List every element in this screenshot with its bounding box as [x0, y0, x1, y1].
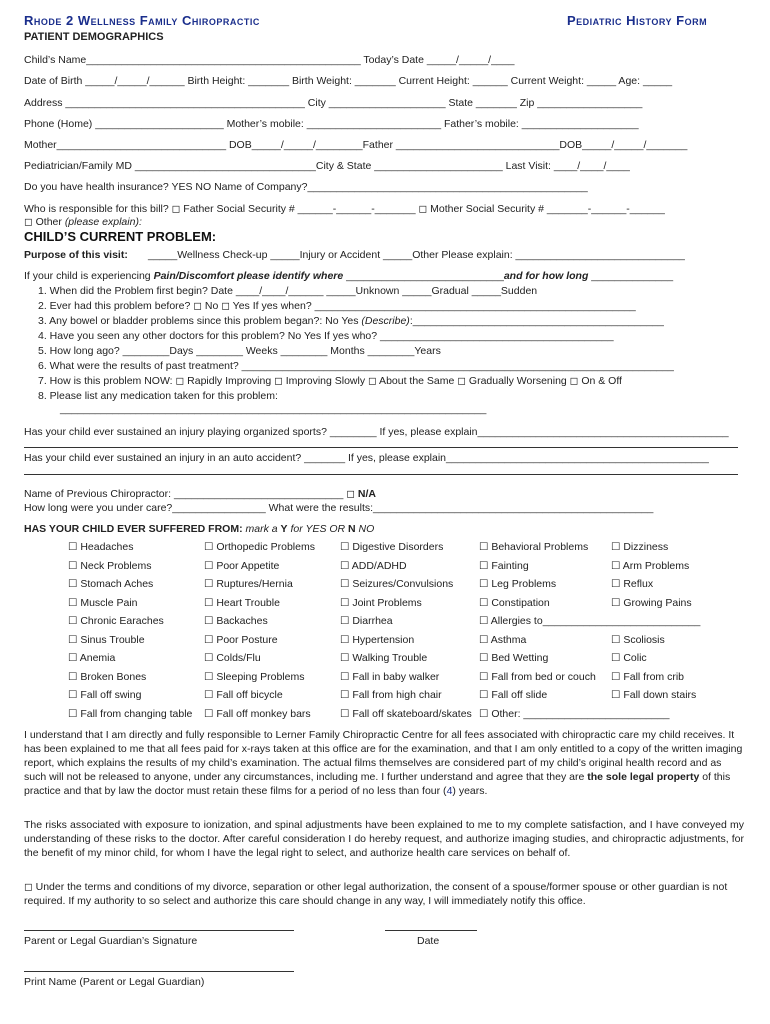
condition-item[interactable]: ☐ Sinus Trouble	[68, 633, 145, 646]
condition-item[interactable]: ☐ Stomach Aches	[68, 578, 154, 590]
suffered-hint-b: for	[287, 523, 306, 535]
condition-item[interactable]: ☐ Neck Problems	[68, 559, 152, 572]
consent-p1-b: the sole legal property	[587, 771, 700, 783]
auto-extra-line[interactable]	[24, 474, 738, 475]
condition-item[interactable]: ☐ Hypertension	[340, 633, 415, 646]
condition-item[interactable]: ☐ Chronic Earaches	[68, 615, 164, 627]
section-demographics: PATIENT DEMOGRAPHICS	[24, 31, 164, 43]
consent-p1-e: ) years.	[452, 785, 488, 797]
condition-item[interactable]: ☐ Fall from high chair	[340, 689, 442, 701]
condition-item[interactable]: ☐ ADD/ADHD	[340, 559, 407, 572]
condition-item[interactable]: ☐ Dizziness	[611, 541, 669, 553]
practice-name: Rhode 2 Wellness Family Chiropractic	[24, 13, 260, 28]
previous-chiropractor-label: Name of Previous Chiropractor: _____________________________ ◻	[24, 488, 358, 500]
condition-item[interactable]: ☐ Backaches	[204, 615, 268, 627]
suffered-hint-n: N	[348, 523, 356, 535]
condition-item[interactable]: ☐ Joint Problems	[340, 596, 422, 609]
responsible-row[interactable]: Who is responsible for this bill? ◻ Father Social Security # ______-______-_______ ◻ Mother Social Security # _______-______-______	[24, 203, 665, 215]
auto-injury-row[interactable]: Has your child ever sustained an injury in an auto accident? _______ If yes, please explain_____________________________________________	[24, 452, 709, 464]
previous-chiropractor-na: N/A	[357, 488, 376, 500]
suffered-hint-yes: YES OR	[305, 523, 349, 535]
condition-item[interactable]: ☐ Headaches	[68, 541, 134, 553]
form-title: Pediatric History Form	[567, 13, 708, 28]
child-name-row[interactable]: Child’s Name_______________________________________________ Today’s Date _____/_____/____	[24, 54, 515, 66]
suffered-hint-no: NO	[355, 523, 375, 535]
condition-item[interactable]: ☐ Colic	[611, 652, 647, 664]
print-name-label: Print Name (Parent or Legal Guardian)	[24, 976, 205, 988]
other-explain: (please explain):	[64, 216, 142, 228]
condition-item[interactable]: ☐ Fall down stairs	[611, 689, 697, 701]
insurance-row[interactable]: Do you have health insurance? YES NO Name of Company?________________________________________________	[24, 181, 588, 193]
pediatrician-row[interactable]: Pediatrician/Family MD _______________________________City & State ______________________ Last Visit: ____/____/____	[24, 160, 630, 172]
condition-item[interactable]: ☐ Fall off slide	[479, 689, 548, 701]
previous-chiropractor-row[interactable]	[24, 488, 376, 501]
medication-line[interactable]: _________________________________________________________________________	[60, 403, 487, 415]
consent-p1-c: of this practice and that by law the doctor must retain these films for a period of no less than four (	[24, 771, 731, 797]
condition-item[interactable]: ☐ Fall off skateboard/skates	[340, 707, 472, 720]
condition-item[interactable]: ☐ Diarrhea	[340, 615, 393, 627]
suffered-hint-y: Y	[280, 523, 288, 535]
signature-label: Parent or Legal Guardian’s Signature	[24, 935, 198, 947]
question-3-a: 3. Any bowel or bladder problems since this problem began?: No Yes	[38, 315, 362, 327]
signature-line[interactable]	[24, 930, 294, 931]
other-responsible-row[interactable]	[24, 216, 142, 229]
condition-item[interactable]: ☐ Colds/Flu	[204, 652, 261, 664]
pain-intro-e: ______________	[588, 270, 674, 282]
condition-item[interactable]: ☐ Constipation	[479, 596, 550, 609]
date-line[interactable]	[385, 930, 477, 931]
financial-consent-paragraph	[24, 728, 744, 798]
condition-item[interactable]: ☐ Allergies to___________________________	[479, 615, 701, 627]
condition-item[interactable]: ☐ Growing Pains	[611, 596, 692, 609]
question-5[interactable]: 5. How long ago? ________Days ________ Weeks ________ Months ________Years	[38, 345, 441, 357]
condition-item[interactable]: ☐ Orthopedic Problems	[204, 541, 315, 553]
care-duration-row[interactable]: How long were you under care?________________ What were the results:________________________________________________	[24, 502, 654, 514]
condition-item[interactable]: ☐ Fall in baby walker	[340, 670, 440, 683]
current-problem-heading: CHILD’S CURRENT PROBLEM:	[24, 229, 217, 244]
guardian-consent-paragraph[interactable]: ◻ Under the terms and conditions of my divorce, separation or other legal authorization, the consent of a spouse/former spouse or other guardian is not required. If my authority to so select and authorize this care should change in any way, I will immediately notify this office.	[24, 881, 728, 907]
condition-item[interactable]: ☐ Muscle Pain	[68, 596, 138, 609]
question-6[interactable]: 6. What were the results of past treatment? __________________________________________________________________________	[38, 360, 674, 372]
other-checkbox-label: ◻ Other	[24, 216, 65, 228]
pain-intro-a: If your child is experiencing	[24, 270, 154, 282]
suffered-hint-a: mark a	[245, 523, 281, 535]
question-4[interactable]: 4. Have you seen any other doctors for this problem? No Yes If yes who? ________________________________________	[38, 330, 614, 342]
condition-item[interactable]: ☐ Arm Problems	[611, 559, 690, 572]
phone-row[interactable]: Phone (Home) ______________________ Mother’s mobile: _______________________ Father’s mobile: ____________________	[24, 118, 639, 130]
question-3-c: :___________________________________________	[409, 315, 664, 327]
date-label: Date	[417, 935, 440, 947]
birth-row[interactable]: Date of Birth _____/_____/______ Birth Height: _______ Birth Weight: _______ Current Height: ______ Current Weight: _____ Age: _____	[24, 75, 673, 87]
condition-item[interactable]: ☐ Walking Trouble	[340, 652, 428, 664]
condition-item[interactable]: ☐ Other: _________________________	[479, 707, 670, 720]
condition-item[interactable]: ☐ Fainting	[479, 559, 529, 572]
condition-item[interactable]: ☐ Reflux	[611, 578, 654, 590]
parents-row[interactable]: Mother_____________________________ DOB_____/_____/________Father ____________________________DOB_____/_____/_______	[24, 139, 688, 151]
print-name-line[interactable]	[24, 971, 294, 972]
consent-p1-a: I understand that I am directly and fully responsible to Lerner Family Chiropractic Centre for all fees associated with chiropractic care my child receives. It has been explained to me that all fees paid for x-rays taken at this office are for the examination, and that I am only entitled to a copy of the written imaging report, which explains the results of my child’s examination. The actual films themselves are considered part of my child’s original health record and as such will not be released to anyone, under any circumstances, including me. I further understand and agree that they are	[24, 729, 743, 783]
purpose-label: Purpose of this visit:	[24, 249, 128, 261]
condition-item[interactable]: ☐ Bed Wetting	[479, 652, 549, 664]
condition-item[interactable]: ☐ Poor Appetite	[204, 559, 280, 572]
condition-item[interactable]: ☐ Fall off bicycle	[204, 689, 283, 701]
condition-item[interactable]: ☐ Poor Posture	[204, 633, 278, 646]
question-1[interactable]: 1. When did the Problem first begin? Date ____/____/______ _____Unknown _____Gradual _____Sudden	[38, 285, 538, 297]
condition-item[interactable]: ☐ Leg Problems	[479, 578, 557, 590]
address-row[interactable]: Address _________________________________________ City ____________________ State _______ Zip __________________	[24, 97, 643, 109]
condition-item[interactable]: ☐ Seizures/Convulsions	[340, 578, 454, 590]
question-8: 8. Please list any medication taken for this problem:	[38, 390, 278, 402]
consent-p1-d: 4	[446, 785, 453, 797]
question-7[interactable]: 7. How is this problem NOW: ◻ Rapidly Improving ◻ Improving Slowly ◻ About the Same ◻ Gradually Worsening ◻ On & Off	[38, 375, 622, 387]
condition-item[interactable]: ☐ Ruptures/Hernia	[204, 578, 293, 590]
sports-extra-line[interactable]	[24, 447, 738, 448]
condition-item[interactable]: ☐ Behavioral Problems	[479, 541, 589, 553]
question-3[interactable]	[38, 315, 664, 328]
condition-item[interactable]: ☐ Fall from bed or couch	[479, 670, 596, 683]
suffered-from-heading	[24, 523, 374, 536]
question-3-b: (Describe)	[361, 315, 410, 327]
condition-item[interactable]: ☐ Fall from crib	[611, 670, 685, 683]
condition-item[interactable]: ☐ Broken Bones	[68, 670, 147, 683]
condition-item[interactable]: ☐ Digestive Disorders	[340, 541, 444, 553]
condition-item[interactable]: ☐ Sleeping Problems	[204, 670, 305, 683]
sports-injury-row[interactable]: Has your child ever sustained an injury playing organized sports? ________ If yes, please explain___________________________________________	[24, 426, 729, 438]
question-2[interactable]: 2. Ever had this problem before? ◻ No ◻ Yes If yes when? _______________________________________________________	[38, 300, 636, 312]
condition-item[interactable]: ☐ Fall from changing table	[68, 707, 193, 720]
purpose-options[interactable]: _____Wellness Check-up _____Injury or Accident _____Other Please explain: _____________________________	[148, 249, 685, 261]
condition-item[interactable]: ☐ Scoliosis	[611, 633, 665, 646]
condition-item[interactable]: ☐ Fall off swing	[68, 689, 142, 701]
pain-intro[interactable]	[24, 270, 673, 283]
condition-item[interactable]: ☐ Anemia	[68, 652, 116, 664]
condition-item[interactable]: ☐ Asthma	[479, 633, 527, 646]
pain-intro-c: ___________________________	[343, 270, 504, 282]
condition-item[interactable]: ☐ Heart Trouble	[204, 596, 280, 609]
pain-intro-d: and for how long	[503, 270, 589, 282]
suffered-label: HAS YOUR CHILD EVER SUFFERED FROM:	[24, 523, 243, 535]
condition-item[interactable]: ☐ Fall off monkey bars	[204, 707, 311, 720]
risk-consent-paragraph: The risks associated with exposure to ionization, and spinal adjustments have been explained to me to my complete satisfaction, and I have conveyed my understanding of these risks to the doctor. After careful consideration I do hereby request, and authorize imaging studies, and chiropractic adjustments, for the benefit of my minor child, for whom I have the legal right to select, and authorize health care services on behalf of.	[24, 819, 744, 859]
pain-intro-b: Pain/Discomfort please identify where	[153, 270, 344, 282]
